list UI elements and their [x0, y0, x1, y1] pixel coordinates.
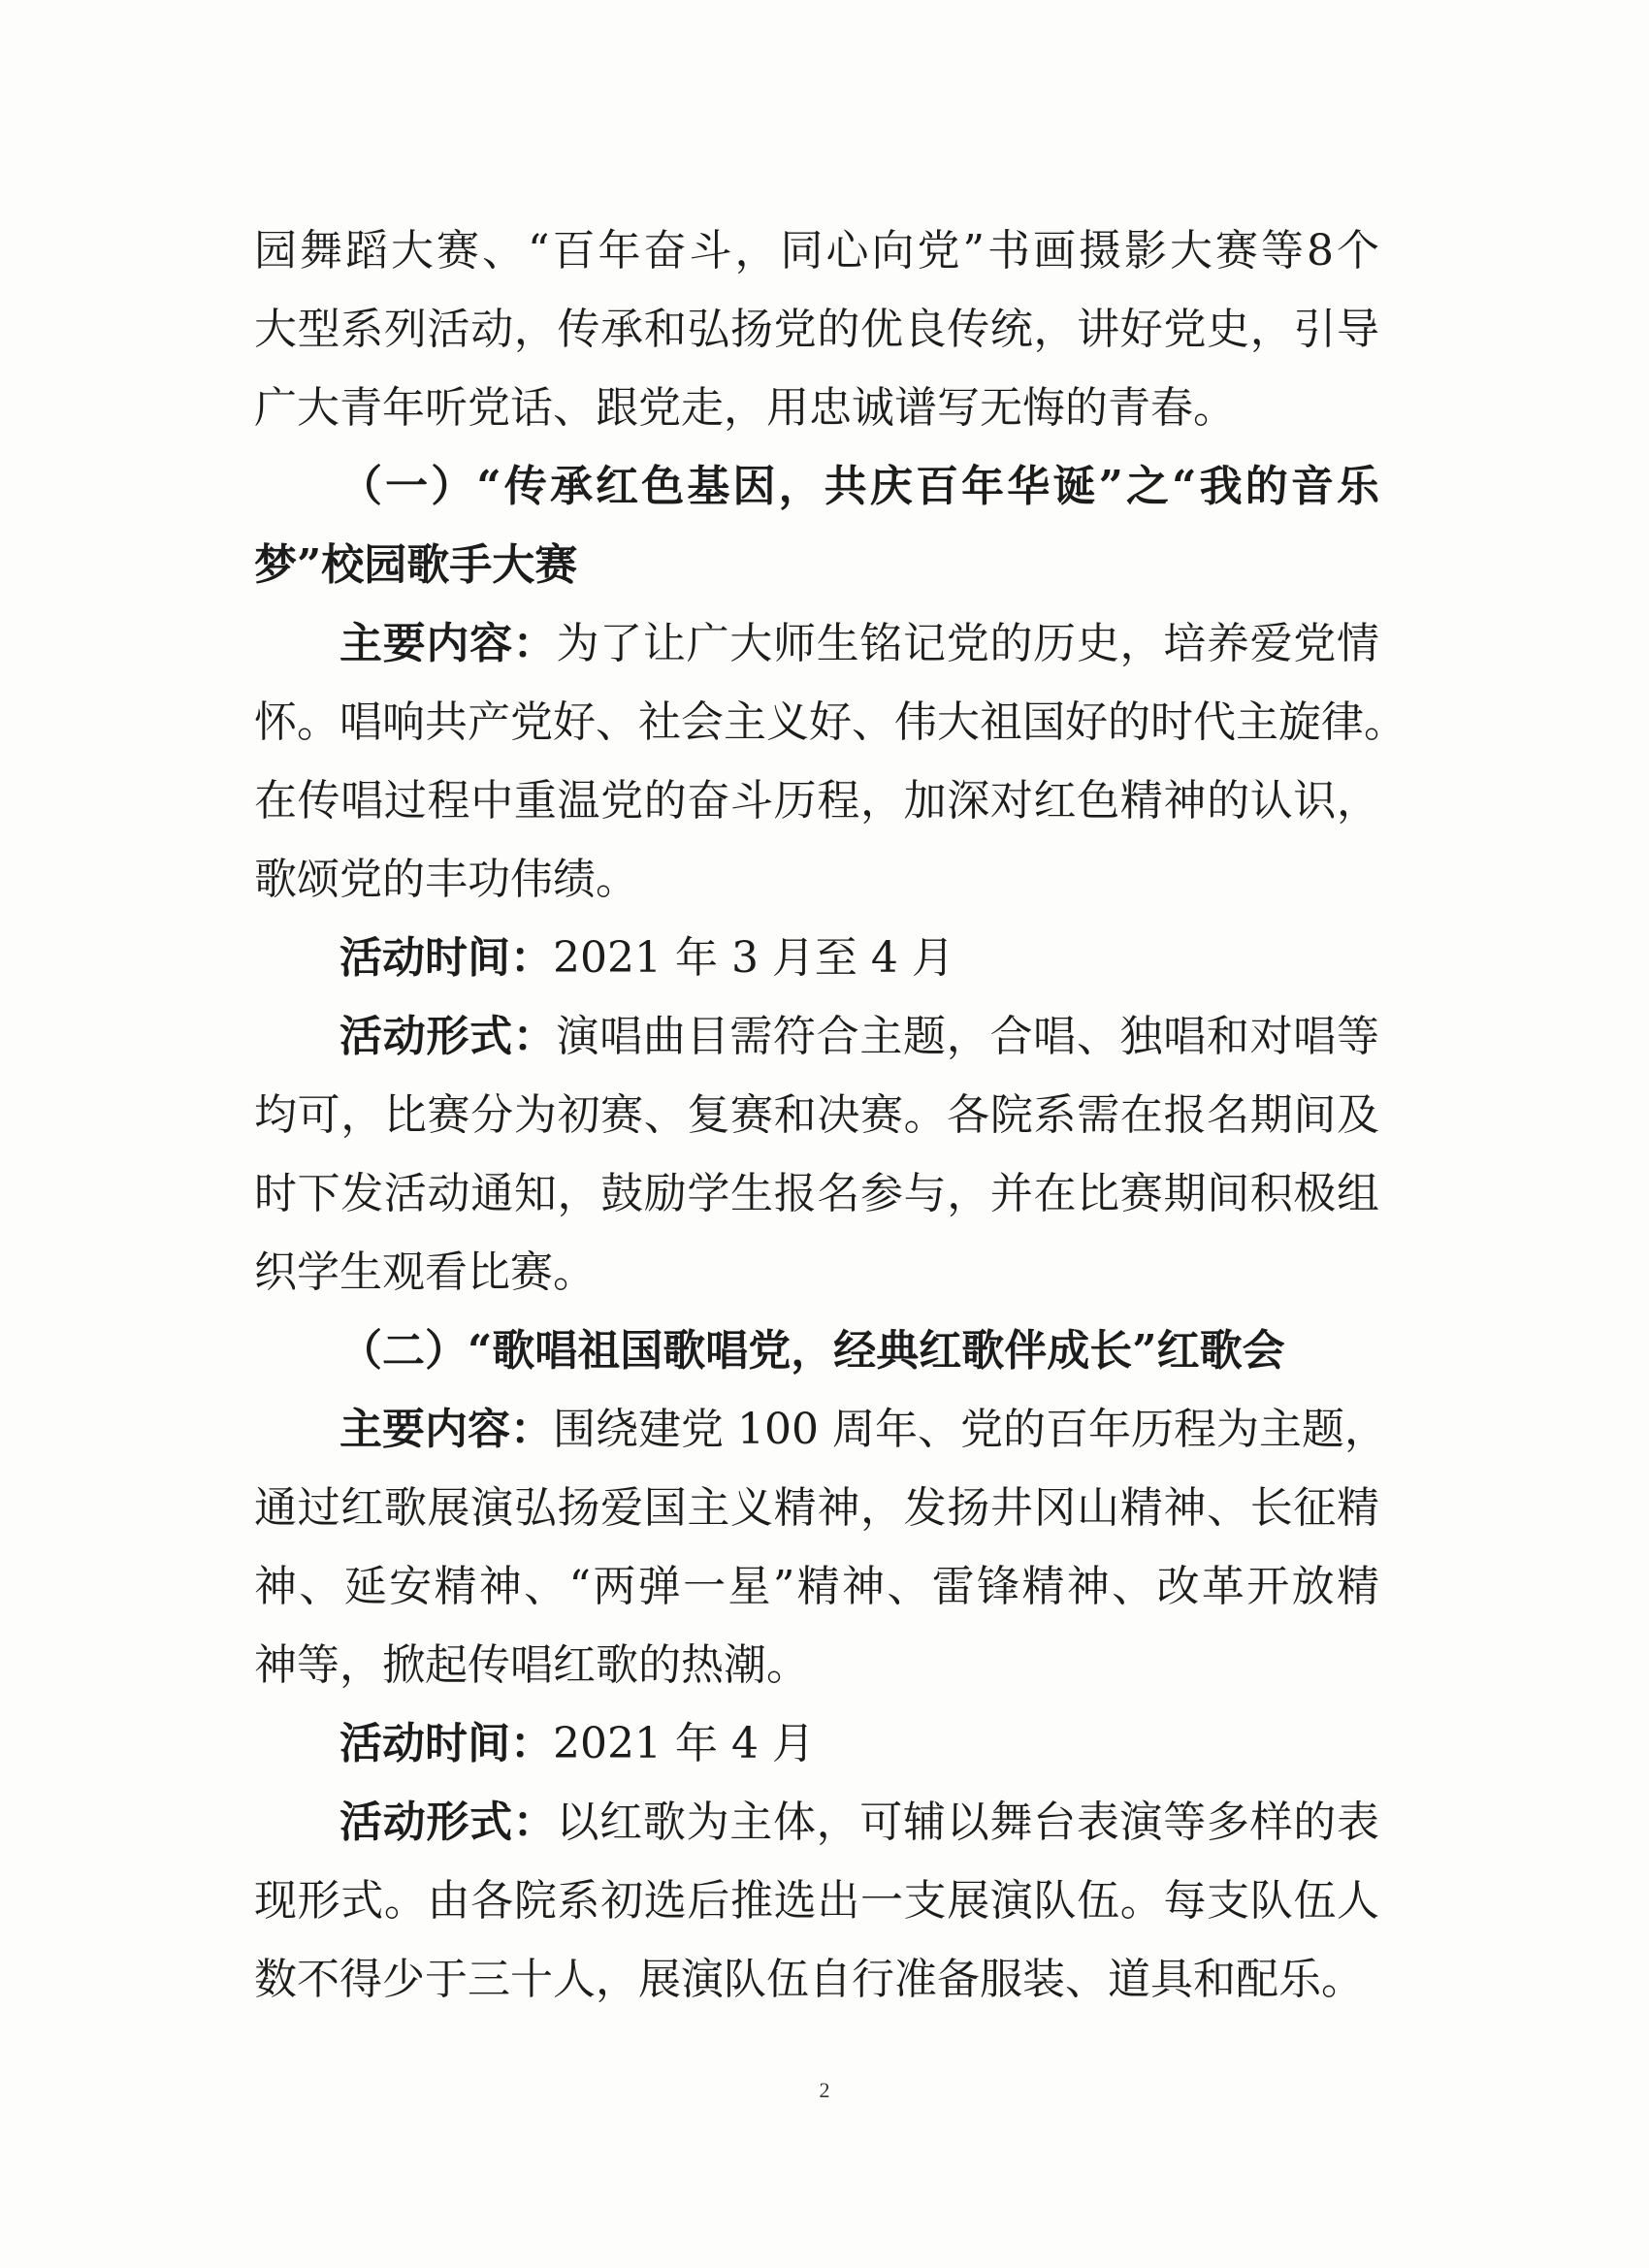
- section1-heading-line-1: （一）“传承红色基因，共庆百年华诞”之“我的音乐: [340, 462, 1379, 511]
- section2-time-label: 活动时间：: [340, 1719, 553, 1768]
- section2-form-line-1: [254, 1783, 1379, 1862]
- section1-time-label: 活动时间：: [340, 933, 553, 983]
- section1-heading-line-2: 梦”校园歌手大赛: [254, 540, 578, 590]
- section1-form-text-1: 演唱曲目需符合主题，合唱、独唱和对唱等: [556, 1012, 1380, 1061]
- intro-line-2: 大型系列活动，传承和弘扬党的优良传统，讲好党史，引导: [254, 305, 1379, 354]
- section1-form-line-1: [254, 997, 1379, 1076]
- section2-content-label: 主要内容：: [340, 1405, 553, 1454]
- section2-heading-line-1: （二）“歌唱祖国歌唱党，经典红歌伴成长”红歌会: [340, 1326, 1285, 1376]
- section1-content-line-3: 在传唱过程中重温党的奋斗历程，加深对红色精神的认识，: [254, 776, 1379, 826]
- section1-content-line-4: 歌颂党的丰功伟绩。: [254, 855, 638, 904]
- section1-time-value: 2021 年 3 月至 4 月: [553, 933, 954, 983]
- section1-content-line-1: [254, 604, 1379, 683]
- section2-form-line-2: 现形式。由各院系初选后推选出一支展演队伍。每支队伍人: [254, 1876, 1379, 1926]
- section2-content-line-3: 神、延安精神、“两弹一星”精神、雷锋精神、改革开放精: [254, 1562, 1379, 1611]
- section1-form-label: 活动形式：: [340, 1012, 557, 1061]
- section2-form-label: 活动形式：: [340, 1798, 557, 1847]
- section2-content-text-1: 围绕建党 100 周年、党的百年历程为主题，: [553, 1405, 1387, 1454]
- section1-content-text-1: 为了让广大师生铭记党的历史，培养爱党情: [556, 619, 1380, 668]
- section2-time-value: 2021 年 4 月: [553, 1719, 815, 1768]
- section1-time-line: [254, 919, 1379, 997]
- section2-content-line-4: 神等，掀起传唱红歌的热潮。: [254, 1640, 809, 1690]
- section2-content-line-2: 通过红歌展演弘扬爱国主义精神，发扬井冈山精神、长征精: [254, 1483, 1379, 1533]
- section1-form-line-3: 时下发活动通知，鼓励学生报名参与，并在比赛期间积极组: [254, 1169, 1379, 1218]
- intro-line-3: 广大青年听党话、跟党走，用忠诚谱写无悔的青春。: [254, 383, 1236, 433]
- section2-time-line: [254, 1704, 1379, 1783]
- section1-content-label: 主要内容：: [340, 619, 557, 668]
- section2-content-line-1: [254, 1390, 1387, 1469]
- section2-form-text-1: 以红歌为主体，可辅以舞台表演等多样的表: [556, 1798, 1380, 1847]
- section1-form-line-4: 织学生观看比赛。: [254, 1247, 596, 1297]
- section1-content-line-2: 怀。唱响共产党好、社会主义好、伟大祖国好的时代主旋律。: [254, 697, 1406, 747]
- section1-form-line-2: 均可，比赛分为初赛、复赛和决赛。各院系需在报名期间及: [254, 1090, 1379, 1140]
- document-body: [254, 211, 1406, 2019]
- intro-line-1: 园舞蹈大赛、“百年奋斗，同心向党”书画摄影大赛等8个: [254, 226, 1379, 275]
- section2-form-line-3: 数不得少于三十人，展演队伍自行准备服装、道具和配乐。: [254, 1955, 1364, 2004]
- page-number: 2: [819, 2078, 830, 2102]
